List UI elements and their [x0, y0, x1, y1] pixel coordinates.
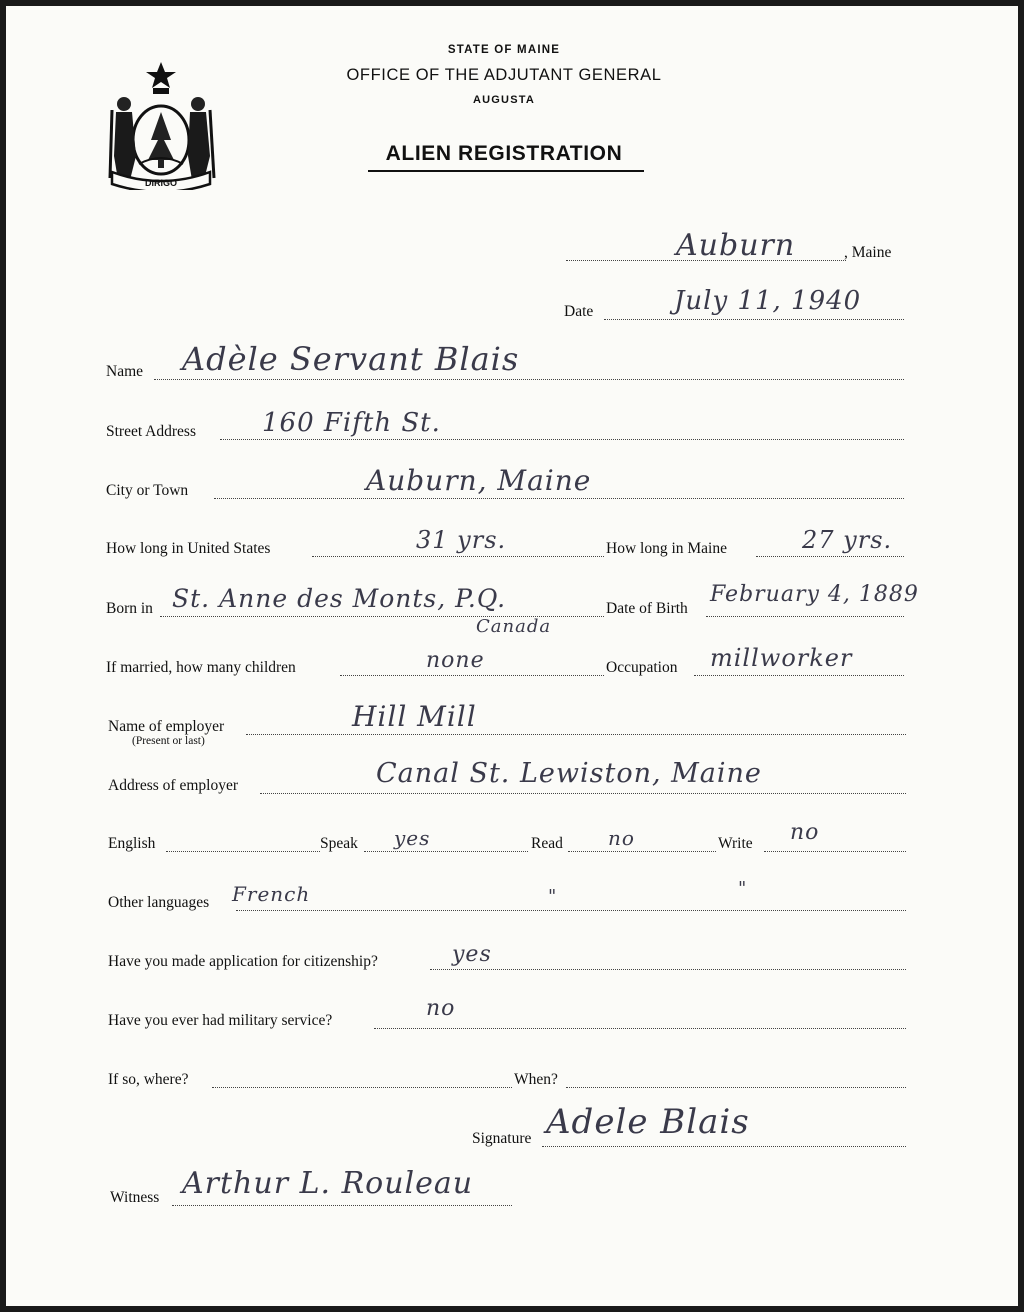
- ditto-mark-1: ": [548, 886, 558, 907]
- witness-value: Arthur L. Rouleau: [182, 1166, 474, 1201]
- town-value: Auburn: [676, 228, 796, 263]
- employer-address-line: [260, 793, 906, 794]
- other-languages-line: [236, 910, 906, 911]
- date-label: Date: [564, 303, 594, 320]
- date-line: [604, 319, 904, 320]
- street-address-value: 160 Fifth St.: [262, 408, 441, 438]
- speak-line: [364, 851, 528, 852]
- other-languages-label: Other languages: [108, 894, 210, 911]
- title-underline: [368, 170, 644, 172]
- state-heading: STATE OF MAINE: [447, 44, 561, 56]
- where-label: If so, where?: [108, 1071, 189, 1088]
- town-suffix: , Maine: [844, 244, 892, 261]
- read-line: [568, 851, 716, 852]
- signature-value: Adele Blais: [546, 1102, 750, 1142]
- witness-line: [172, 1205, 512, 1206]
- read-value: no: [608, 826, 635, 850]
- write-line: [764, 851, 906, 852]
- born-in-country: Canada: [476, 616, 552, 637]
- street-address-label: Street Address: [106, 423, 196, 440]
- children-value: none: [426, 648, 485, 673]
- witness-label: Witness: [110, 1189, 160, 1206]
- us-duration-value: 31 yrs.: [416, 526, 507, 554]
- city-line: [214, 498, 904, 499]
- city-value: Auburn, Maine: [366, 464, 592, 497]
- english-line: [166, 851, 320, 852]
- signature-label: Signature: [472, 1130, 532, 1147]
- occupation-value: millworker: [710, 644, 853, 672]
- write-value: no: [790, 820, 820, 845]
- citizenship-line: [430, 969, 906, 970]
- registration-form: [6, 6, 1018, 1306]
- employer-address-value: Canal St. Lewiston, Maine: [376, 758, 762, 789]
- maine-duration-value: 27 yrs.: [802, 526, 893, 554]
- occupation-line: [694, 675, 904, 676]
- office-heading: OFFICE OF THE ADJUTANT GENERAL: [346, 66, 662, 84]
- employer-sublabel: (Present or last): [132, 735, 205, 747]
- occupation-label: Occupation: [606, 659, 678, 676]
- ditto-mark-2: ": [738, 878, 748, 899]
- speak-value: yes: [394, 826, 431, 850]
- employer-value: Hill Mill: [352, 700, 477, 733]
- name-value: Adèle Servant Blais: [182, 340, 520, 378]
- born-in-label: Born in: [106, 600, 153, 617]
- employer-label: Name of employer: [108, 718, 225, 735]
- name-label: Name: [106, 363, 144, 380]
- date-value: July 11, 1940: [674, 286, 862, 316]
- citizenship-label: Have you made application for citizenship?: [108, 953, 378, 970]
- employer-address-label: Address of employer: [108, 777, 238, 794]
- dob-label: Date of Birth: [606, 600, 688, 617]
- city-heading: AUGUSTA: [473, 94, 535, 106]
- children-label: If married, how many children: [106, 659, 296, 676]
- dob-value: February 4, 1889: [710, 582, 919, 607]
- children-line: [340, 675, 604, 676]
- svg-text:DIRIGO: DIRIGO: [144, 178, 178, 188]
- form-title: ALIEN REGISTRATION: [385, 142, 623, 165]
- us-duration-line: [312, 556, 604, 557]
- when-line: [566, 1087, 906, 1088]
- name-line: [154, 379, 904, 380]
- street-address-line: [220, 439, 904, 440]
- military-value: no: [426, 996, 456, 1021]
- other-languages-value: French: [232, 882, 311, 906]
- citizenship-value: yes: [452, 942, 492, 967]
- employer-line: [246, 734, 906, 735]
- write-label: Write: [718, 835, 753, 852]
- where-line: [212, 1087, 512, 1088]
- maine-duration-label: How long in Maine: [606, 540, 727, 557]
- speak-label: Speak: [320, 835, 358, 852]
- military-label: Have you ever had military service?: [108, 1012, 333, 1029]
- city-label: City or Town: [106, 482, 189, 499]
- military-line: [374, 1028, 906, 1029]
- english-label: English: [108, 835, 156, 852]
- maine-duration-line: [756, 556, 904, 557]
- us-duration-label: How long in United States: [106, 540, 271, 557]
- signature-line: [542, 1146, 906, 1147]
- read-label: Read: [531, 835, 563, 852]
- dob-line: [706, 616, 904, 617]
- when-label: When?: [514, 1071, 558, 1088]
- born-in-value: St. Anne des Monts, P.Q.: [172, 584, 507, 613]
